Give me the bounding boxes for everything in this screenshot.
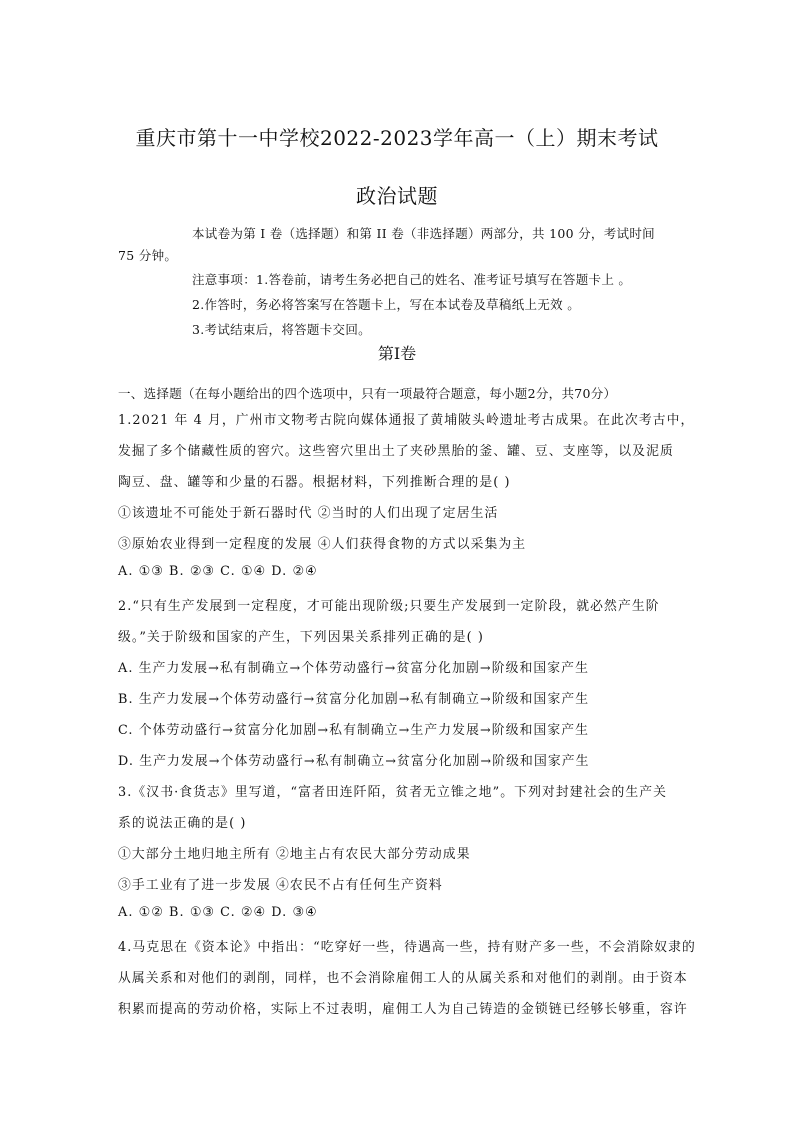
notice-line-1: 注意事项：1.答卷前，请考生务必把自己的姓名、准考证号填写在答题卡上 。 bbox=[192, 272, 632, 287]
question-line: 1.2021 年 4 月，广州市文物考古院向媒体通报了黄埔陂头岭遗址考古成果。在此次考古中， bbox=[118, 413, 695, 428]
question-line: ①大部分土地归地主所有 ②地主占有农民大部分劳动成果 bbox=[118, 847, 471, 862]
intro-line-1: 本试卷为第 I 卷（选择题）和第 II 卷（非选择题）两部分，共 100 分，考试时间 bbox=[192, 226, 655, 241]
question-line: 3.《汉书·食货志》里写道，“富者田连阡陌，贫者无立锥之地”。下列对封建社会的生产关 bbox=[118, 785, 668, 800]
question-line: 2.“只有生产发展到一定程度，才可能出现阶级;只要生产发展到一定阶段，就必然产生阶 bbox=[118, 599, 660, 614]
exam-subtitle: 政治试题 bbox=[356, 184, 438, 208]
volume-heading: 第I卷 bbox=[377, 344, 417, 363]
question-line: 发掘了多个储藏性质的窖穴。这些窖穴里出土了夹砂黑胎的釜、罐、豆、支座等，以及泥质 bbox=[118, 444, 674, 459]
question-line: C. 个体劳动盛行→贫富分化加剧→私有制确立→生产力发展→阶级和国家产生 bbox=[118, 723, 590, 738]
question-line: ③手工业有了进一步发展 ④农民不占有任何生产资料 bbox=[118, 878, 443, 893]
question-line: 陶豆、盘、罐等和少量的石器。根据材料，下列推断合理的是( ) bbox=[118, 475, 511, 490]
question-line: 从属关系和对他们的剥削，同样，也不会消除雇佣工人的从属关系和对他们的剥削。由于资本 bbox=[118, 971, 688, 986]
question-line: ①该遗址不可能处于新石器时代 ②当时的人们出现了定居生活 bbox=[118, 506, 499, 521]
question-line: ③原始农业得到一定程度的发展 ④人们获得食物的方式以采集为主 bbox=[118, 537, 527, 552]
question-line: 系的说法正确的是( ) bbox=[118, 816, 247, 831]
question-line: D. 生产力发展→个体劳动盛行→私有制确立→贫富分化加剧→阶级和国家产生 bbox=[118, 754, 590, 769]
question-line: B. 生产力发展→个体劳动盛行→贫富分化加剧→私有制确立→阶级和国家产生 bbox=[118, 692, 590, 707]
question-line: 级。”关于阶级和国家的产生，下列因果关系排列正确的是( ) bbox=[118, 630, 485, 645]
question-line: 积累而提高的劳动价格，实际上不过表明，雇佣工人为自己铸造的金锁链已经够长够重，容许 bbox=[118, 1002, 688, 1017]
notice-line-2: 2.作答时，务必将答案写在答题卡上，写在本试卷及草稿纸上无效 。 bbox=[192, 297, 581, 312]
section-heading: 一、选择题（在每小题给出的四个选项中，只有一项最符合题意，每小题2分，共70分） bbox=[118, 386, 617, 401]
notice-line-3: 3.考试结束后，将答题卡交回。 bbox=[192, 322, 371, 337]
question-line: A. ①② B. ①③ C. ②④ D. ③④ bbox=[118, 905, 318, 920]
question-line: 4.马克思在《资本论》中指出：“吃穿好一些，待遇高一些，持有财产多一些，不会消除奴隶的 bbox=[118, 940, 696, 955]
exam-title: 重庆市第十一中学校2022-2023学年高一（上）期末考试 bbox=[135, 126, 659, 150]
intro-line-2: 75 分钟。 bbox=[118, 248, 178, 263]
question-line: A. 生产力发展→私有制确立→个体劳动盛行→贫富分化加剧→阶级和国家产生 bbox=[118, 661, 589, 676]
question-line: A. ①③ B. ②③ C. ①④ D. ②④ bbox=[118, 564, 318, 579]
